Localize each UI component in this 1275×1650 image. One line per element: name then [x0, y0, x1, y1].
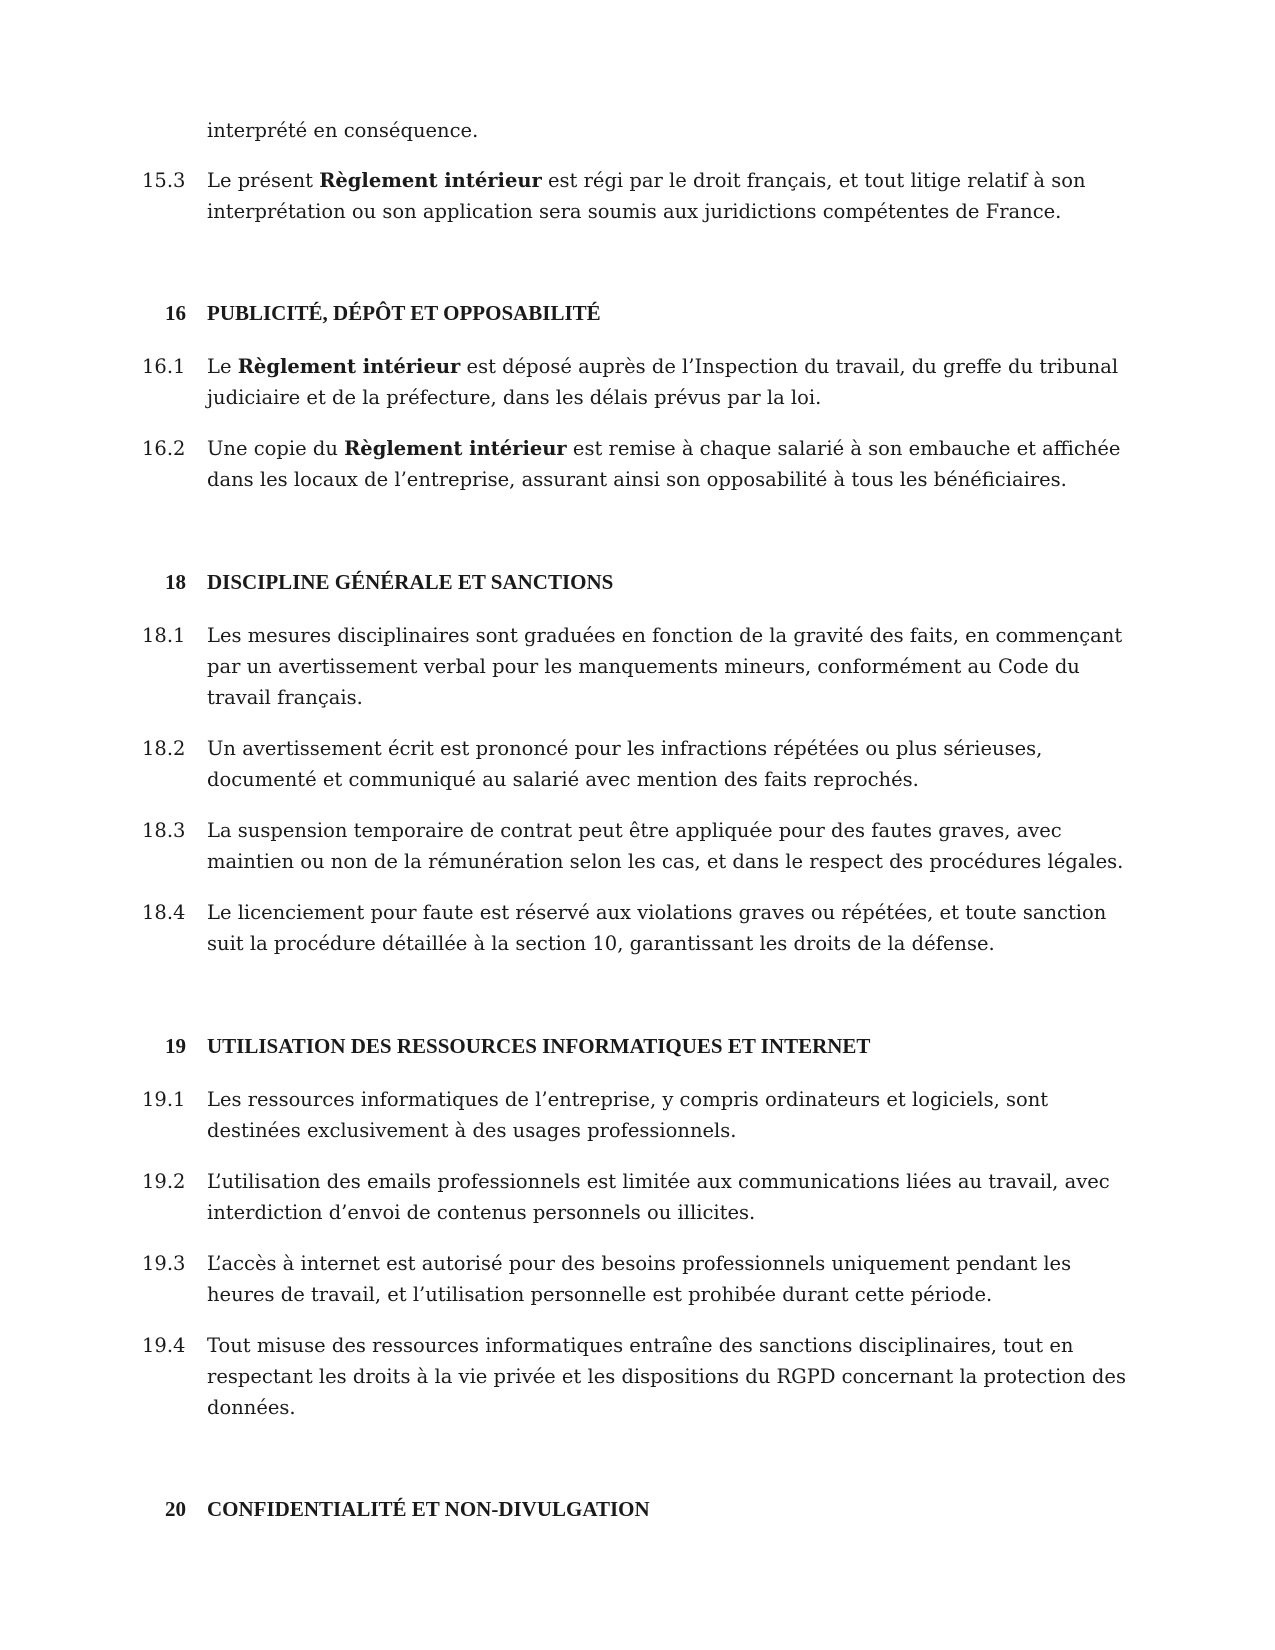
clause-text: Les ressources informatiques de l’entreprise, y compris ordinateurs et logiciels, sont destinées exclusivement à des usages professionnels. [207, 1088, 1049, 1142]
clause-number: 16.2 [142, 437, 186, 460]
heading-title: UTILISATION DES RESSOURCES INFORMATIQUES ET INTERNET [207, 1034, 871, 1058]
clause-text [207, 433, 1135, 495]
clause-text-part: est déposé auprès de l’Inspection du travail, du greffe du tribunal judiciaire et de la préfecture, dans les délais prévus par la loi. [207, 355, 1119, 409]
heading-number: 19 [165, 1034, 186, 1058]
clause-number: 15.3 [142, 169, 186, 192]
clause-text-part: est régi par le droit français, et tout litige relatif à son interprétation ou son application sera soumis aux juridictions compétentes de France. [207, 169, 1086, 223]
clause-bold-term: Règlement intérieur [237, 355, 461, 378]
clause-text-part: Une copie du [207, 437, 345, 460]
clause-number: 18.2 [142, 737, 186, 760]
clause-text: L’utilisation des emails professionnels est limitée aux communications liées au travail, avec interdiction d’envoi de contenus personnels ou illicites. [207, 1170, 1110, 1224]
heading-number: 18 [165, 570, 186, 594]
clause-text: Le licenciement pour faute est réservé aux violations graves ou répétées, et toute sanction suit la procédure détaillée à la section 10, garantissant les droits de la défense. [207, 901, 1107, 955]
clause-text: Tout misuse des ressources informatiques entraîne des sanctions disciplinaires, tout en respectant les droits à la vie privée et les dispositions du RGPD concernant la protection des données. [207, 1334, 1126, 1419]
heading-title: PUBLICITÉ, DÉPÔT ET OPPOSABILITÉ [207, 301, 601, 325]
clause-bold-term: Règlement intérieur [319, 169, 542, 192]
clause-number: 18.1 [142, 624, 186, 647]
clause-number: 18.4 [142, 901, 186, 924]
clause-number: 18.3 [142, 819, 186, 842]
clause-number: 19.2 [142, 1170, 186, 1193]
clause-text: Les mesures disciplinaires sont graduées en fonction de la gravité des faits, en commençant par un avertissement verbal pour les manquements mineurs, conformément au Code du travail français. [207, 624, 1123, 709]
clause-text-part: Le [207, 355, 238, 378]
clause-number: 19.3 [142, 1252, 186, 1275]
clause-text [207, 351, 1135, 413]
heading-number: 20 [165, 1497, 186, 1521]
heading-number: 16 [165, 301, 186, 325]
clause-text [207, 165, 1135, 227]
clause-text-part: Le présent [207, 169, 320, 192]
clause-text: La suspension temporaire de contrat peut être appliquée pour des fautes graves, avec maintien ou non de la rémunération selon les cas, et dans le respect des procédures légales. [207, 819, 1124, 873]
clause-number: 19.4 [142, 1334, 186, 1357]
clause-text: interprété en conséquence. [207, 119, 479, 142]
clause-number: 19.1 [142, 1088, 186, 1111]
clause-text-part: est remise à chaque salarié à son embauche et affichée dans les locaux de l’entreprise, assurant ainsi son opposabilité à tous les bénéficiaires. [207, 437, 1121, 491]
clause-text: Un avertissement écrit est prononcé pour les infractions répétées ou plus sérieuses, documenté et communiqué au salarié avec mention des faits reprochés. [207, 737, 1043, 791]
clause-bold-term: Règlement intérieur [344, 437, 567, 460]
heading-title: DISCIPLINE GÉNÉRALE ET SANCTIONS [207, 570, 614, 594]
clause-text: L’accès à internet est autorisé pour des besoins professionnels uniquement pendant les heures de travail, et l’utilisation personnelle est prohibée durant cette période. [207, 1252, 1072, 1306]
heading-title: CONFIDENTIALITÉ ET NON-DIVULGATION [207, 1497, 650, 1521]
clause-number: 16.1 [142, 355, 186, 378]
